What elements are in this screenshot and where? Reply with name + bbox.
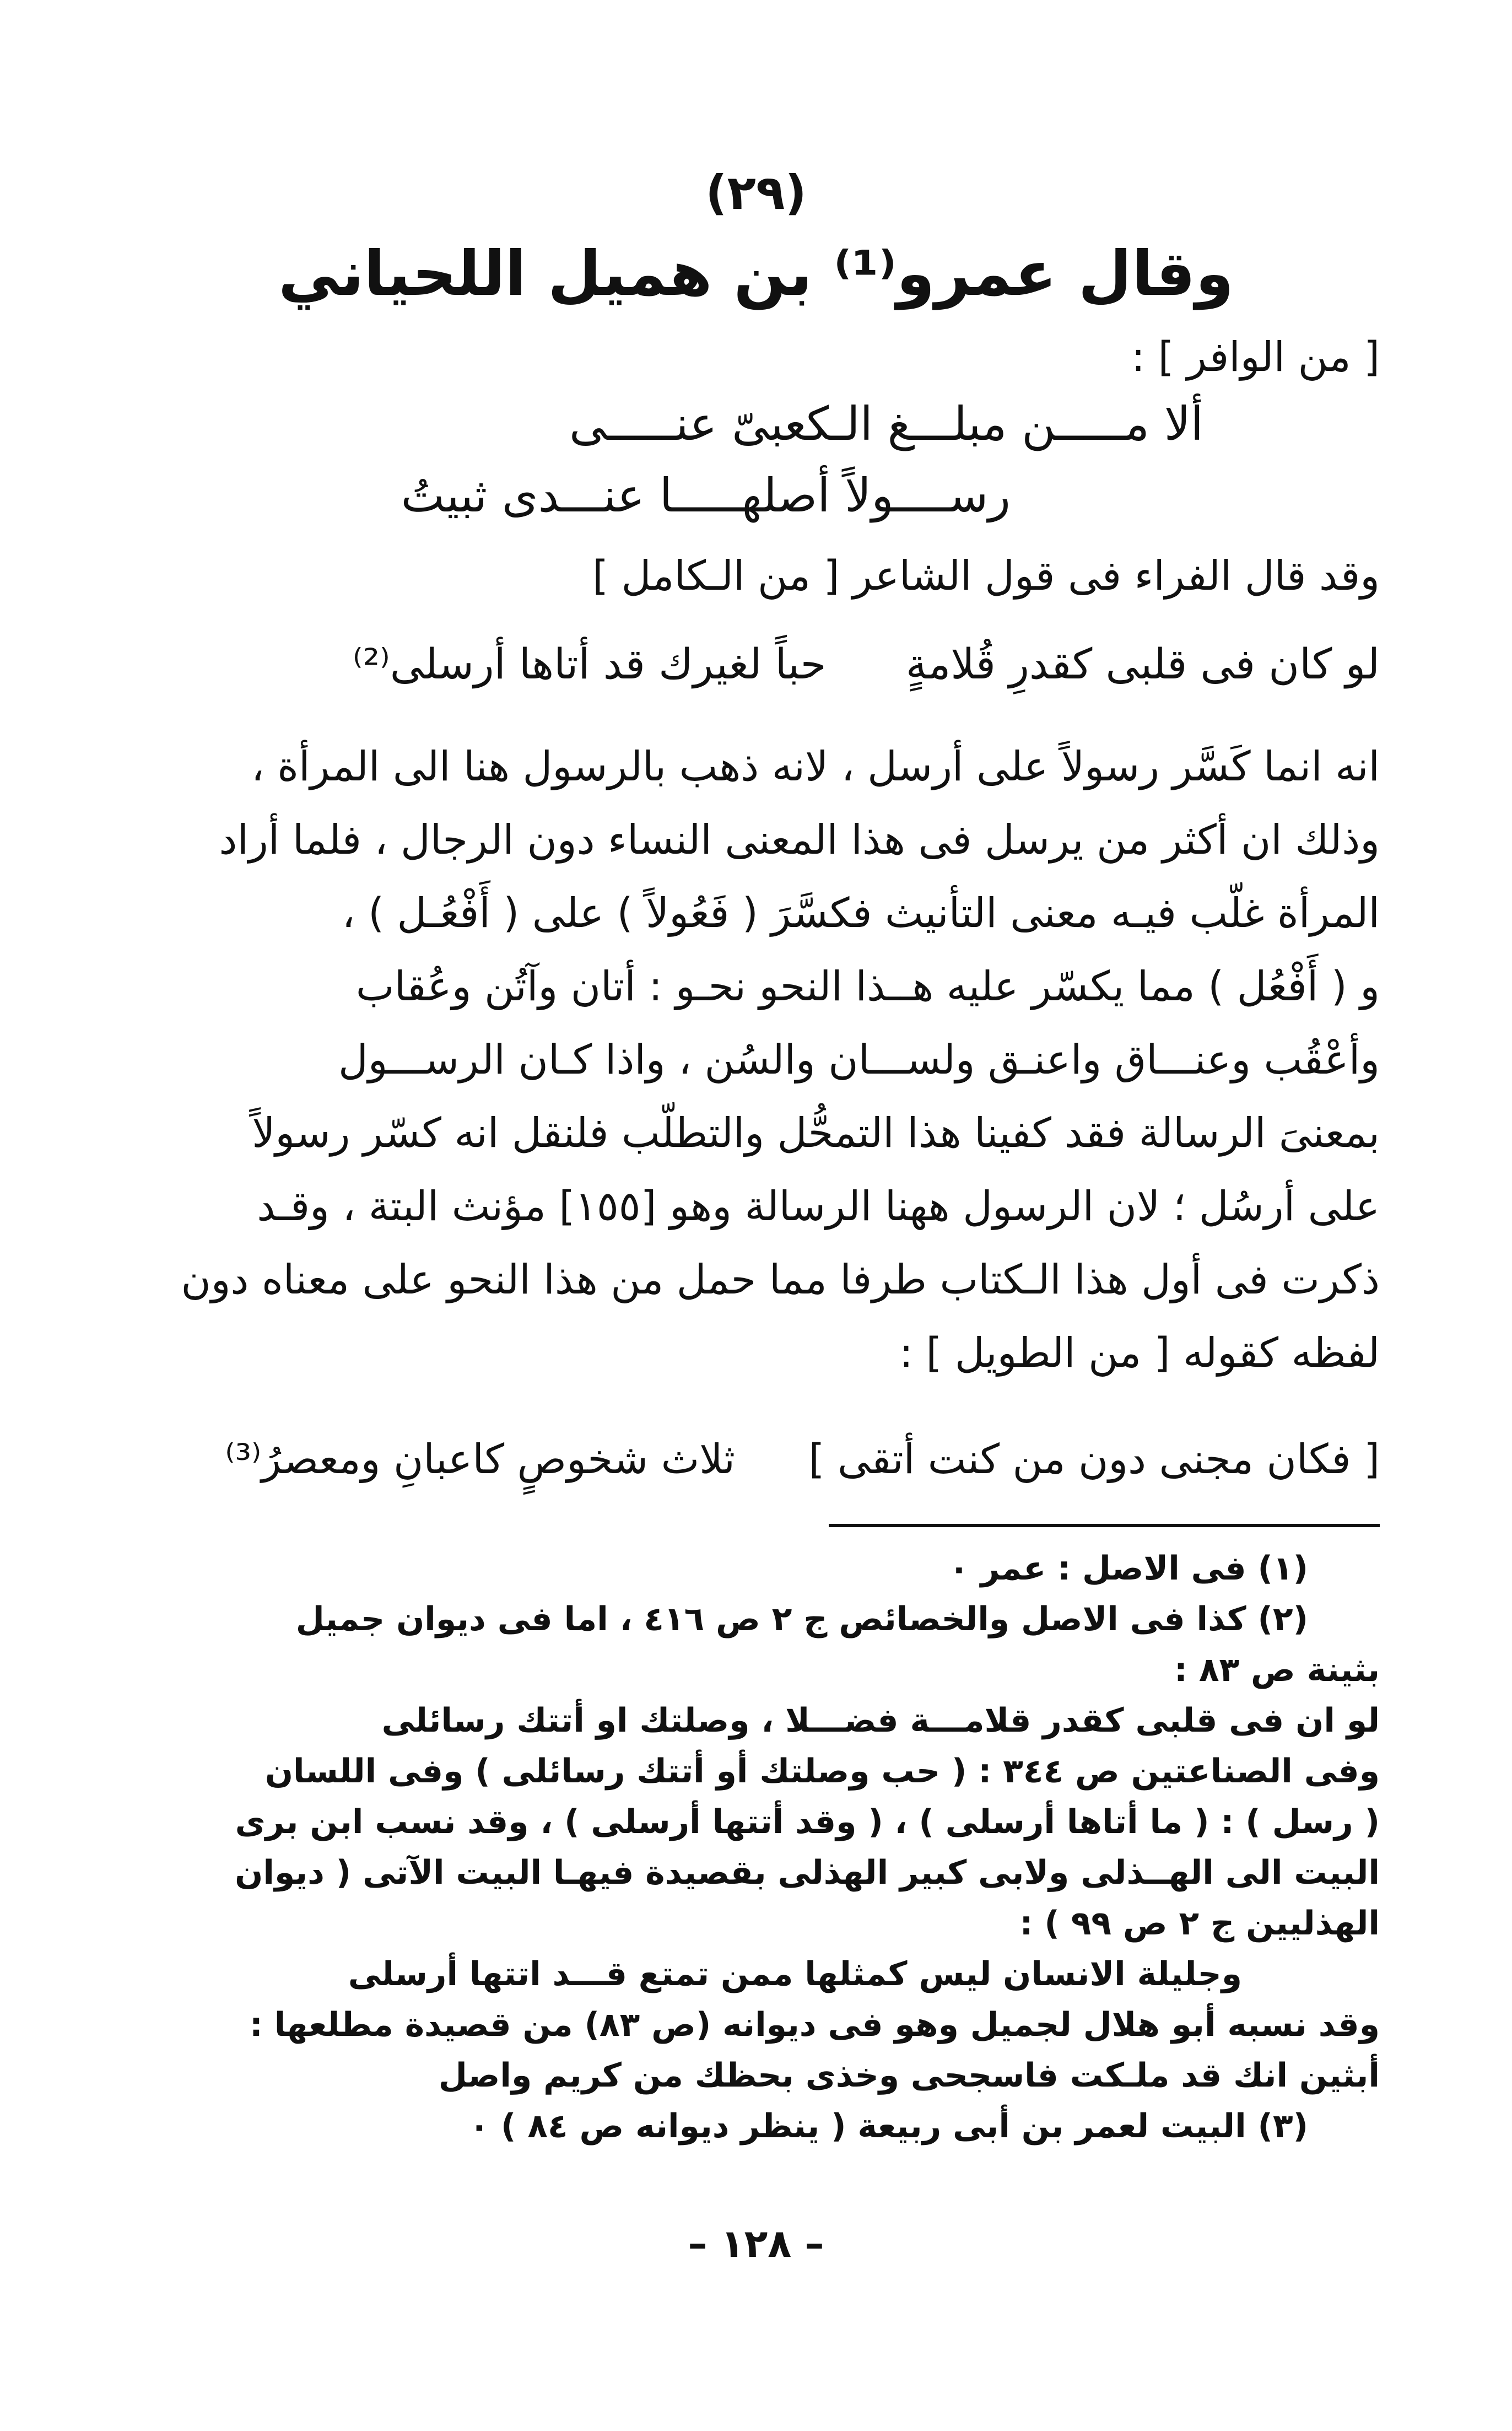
meter-label: [ من الوافر ] :	[1131, 333, 1380, 381]
verse-line-2: رســــولاً أصلهـــــا عنـــدى ثبيتُ	[401, 468, 1011, 522]
page-title: وقال عمرو⁽¹⁾ بن هميل اللحياني	[278, 238, 1234, 310]
body-line: انه انما كَسَّر رسولاً على أرسل ، لانه ذهب بالرسول هنا الى المرأة ،	[251, 743, 1380, 790]
footnote-line: البيت الى الهــذلى ولابى كبير الهذلى بقصيدة فيهـا البيت الآتى ( ديوان	[235, 1853, 1380, 1892]
final-verse-hemistich-2: ثلاث شخوصٍ كاعبانِ ومعصرُ⁽³⁾	[225, 1436, 736, 1483]
footnote-2: (٢) كذا فى الاصل والخصائص ج ٢ ص ٤١٦ ، اما فى ديوان جميل	[295, 1600, 1308, 1638]
body-line: و ( أَفْعُل ) مما يكسّر عليه هــذا النحو نحـو : أتان وآتُن وعُقاب	[355, 963, 1380, 1010]
quoted-verse-hemistich-1: لو كان فى قلبى كقدرِ قُلامةٍ	[905, 639, 1380, 688]
footnote-line: وقد نسبه أبو هلال لجميل وهو فى ديوانه (ص ٨٣) من قصيدة مطلعها :	[249, 2006, 1380, 2044]
body-line: وأعْقُب وعنـــاق واعنـق ولســـان والسُن ، واذا كـان الرســـول	[338, 1036, 1380, 1084]
footnote-line: أبثين انك قد ملـكت فاسجحى وخذى بحظك من كريم واصل	[438, 2056, 1380, 2095]
body-line: على أرسُل ؛ لان الرسول ههنا الرسالة وهو [١٥٥] مؤنث البتة ، وقـد	[257, 1183, 1380, 1230]
final-verse-hemistich-1: [ فكان مجنى دون من كنت أتقى ]	[808, 1436, 1380, 1483]
quoted-verse	[353, 639, 1380, 688]
body-line: بمعنىَ الرسالة فقد كفينا هذا التمحُّل والتطلّب فلنقل انه كسّر رسولاً	[252, 1109, 1380, 1157]
page-number: – ١٢٨ –	[688, 2221, 824, 2266]
body-line: ذكرت فى أول هذا الـكتاب طرفا مما حمل من هذا النحو على معناه دون	[181, 1256, 1380, 1303]
body-line: المرأة غلّب فيـه معنى التأنيث فكسَّرَ ( فَعُولاً ) على ( أَفْعُـل ) ،	[342, 890, 1380, 937]
footnote-1: (١) فى الاصل : عمر ٠	[949, 1549, 1308, 1588]
footnote-3: (٣) البيت لعمر بن أبى ربيعة ( ينظر ديوانه ص ٨٤ ) ٠	[469, 2107, 1308, 2146]
quoted-verse-hemistich-2: حباً لغيرك قد أتاها أرسلى⁽²⁾	[352, 639, 827, 688]
footnotes	[123, 1543, 1380, 2152]
footnote-line: لو ان فى قلبى كقدر قلامـــة فضـــلا ، وصلتك او أتتك رسائلى	[381, 1701, 1380, 1740]
footnote-line: بثينة ص ٨٣ :	[1174, 1651, 1380, 1689]
footnote-line: وفى الصناعتين ص ٣٤٤ : ( حب وصلتك أو أتتك رسائلى ) وفى اللسان	[264, 1752, 1380, 1791]
footnote-divider	[829, 1524, 1380, 1527]
body-line: لفظه كقوله [ من الطويل ] :	[899, 1329, 1380, 1377]
intro-line: وقد قال الفراء فى قول الشاعر [ من الـكامل ]	[592, 552, 1380, 600]
body-line: وذلك ان أكثر من يرسل فى هذا المعنى النساء دون الرجال ، فلما أراد	[219, 816, 1380, 864]
footnote-verse: وجليلة الانسان ليس كمثلها ممن تمتع قـــد اتتها أرسلى	[348, 1955, 1242, 1993]
footnote-line: ( رسل ) : ( ما أتاها أرسلى ) ، ( وقد أتتها أرسلى ) ، وقد نسب ابن برى	[235, 1803, 1380, 1841]
body-paragraph	[123, 730, 1380, 1390]
footnote-line: الهذليين ج ٢ ص ٩٩ ) :	[1019, 1904, 1380, 1943]
final-verse	[225, 1436, 1380, 1483]
verse-line-1: ألا مـــــن مبلـــغ الـكعبىّ عنـــــى	[569, 397, 1203, 451]
poem-number: (٢٩)	[705, 165, 807, 220]
